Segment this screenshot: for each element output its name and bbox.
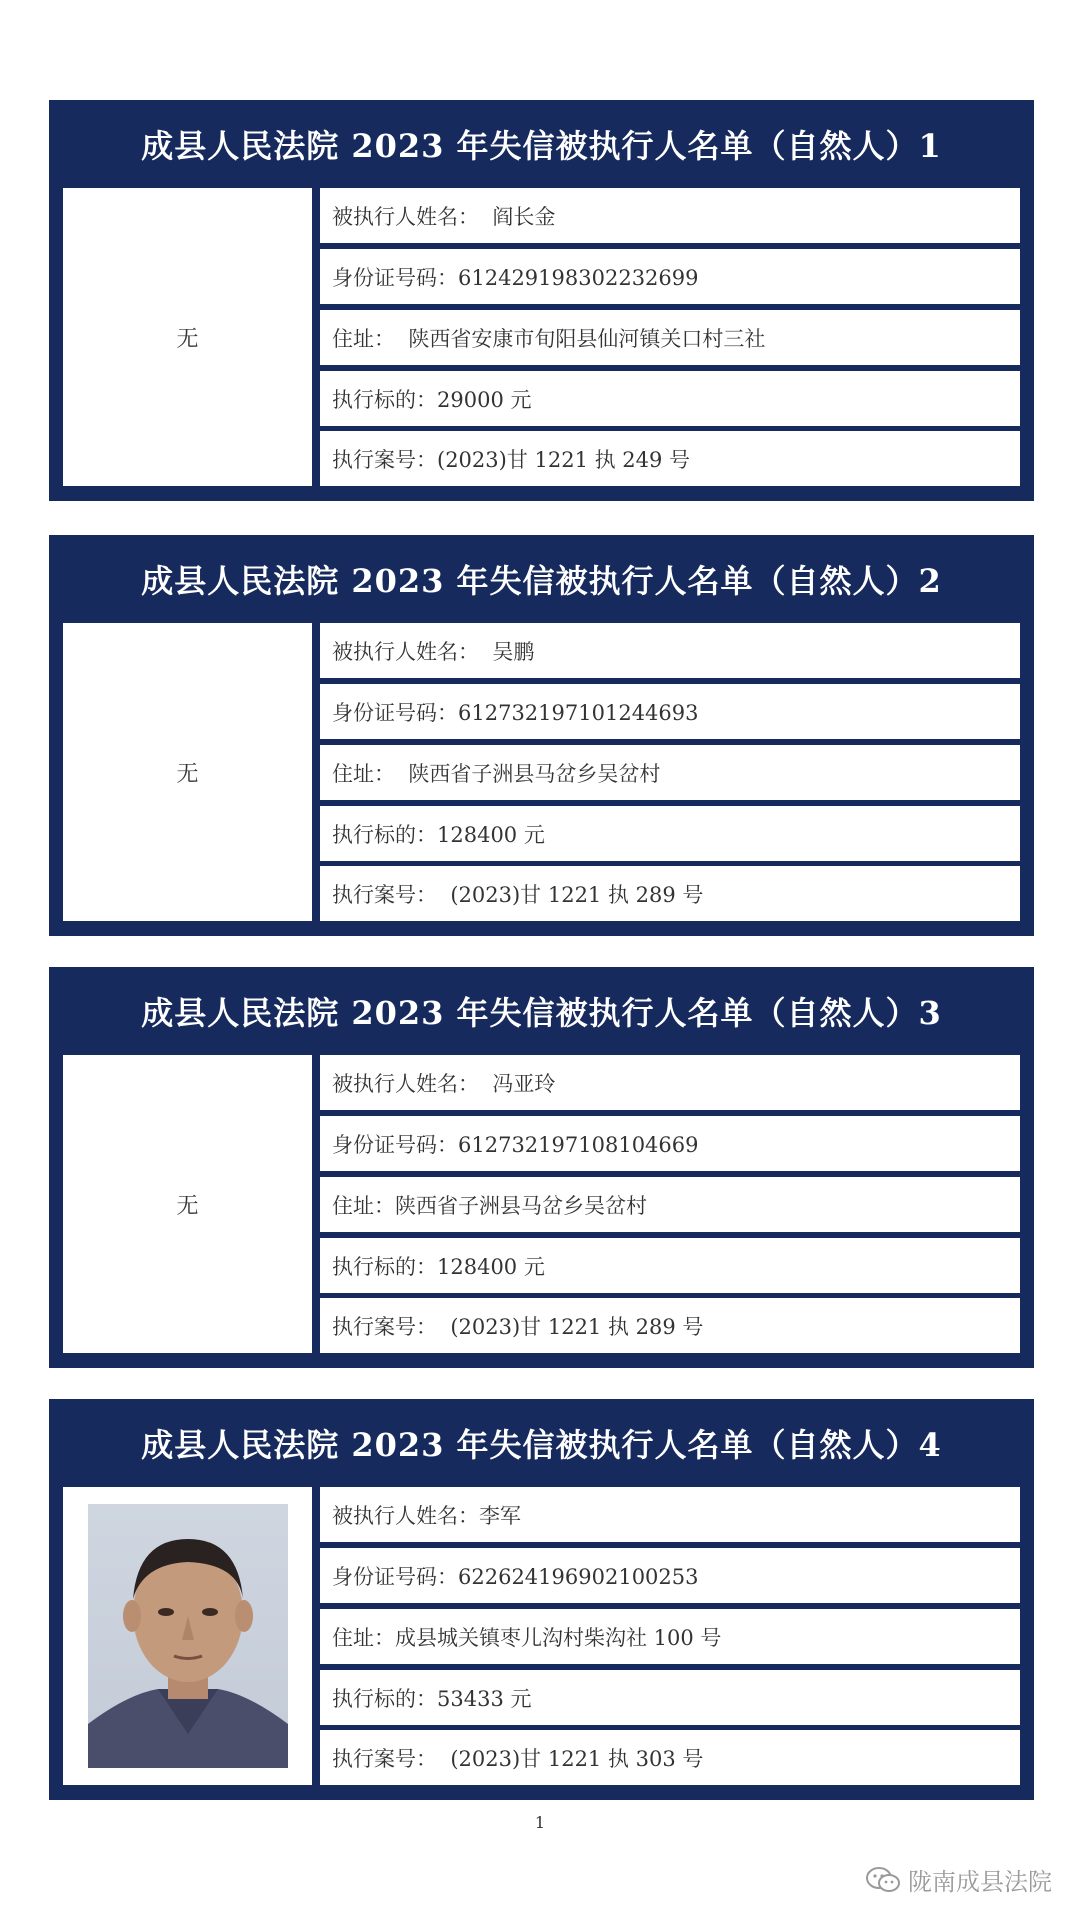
no-photo-text: 无 xyxy=(176,761,199,787)
no-photo-text: 无 xyxy=(176,326,199,352)
case-number-row: 执行案号： (2023)甘 1221 执 289 号 xyxy=(320,1298,1020,1353)
photo-cell xyxy=(63,1055,312,1353)
address-row: 住址： 陕西省安康市旬阳县仙河镇关口村三社 xyxy=(320,310,1020,365)
name-row: 被执行人姓名： 吴鹏 xyxy=(320,623,1020,678)
id-number-row: 身份证号码：612429198302232699 xyxy=(320,249,1020,304)
no-photo-text: 无 xyxy=(176,1193,199,1219)
record-card-1 xyxy=(49,100,1034,501)
photo-cell xyxy=(63,188,312,486)
record-card-4 xyxy=(49,1399,1034,1800)
id-number-row: 身份证号码：612732197101244693 xyxy=(320,684,1020,739)
portrait-photo xyxy=(88,1504,288,1768)
amount-row: 执行标的：128400 元 xyxy=(320,806,1020,861)
address-row: 住址：成县城关镇枣儿沟村柴沟社 100 号 xyxy=(320,1609,1020,1664)
page-number: 1 xyxy=(534,1813,546,1832)
record-card-3 xyxy=(49,967,1034,1368)
info-rows xyxy=(320,1487,1020,1785)
id-number-row: 身份证号码：622624196902100253 xyxy=(320,1548,1020,1603)
case-number-row: 执行案号：(2023)甘 1221 执 249 号 xyxy=(320,431,1020,486)
name-row: 被执行人姓名： 冯亚玲 xyxy=(320,1055,1020,1110)
id-number-row: 身份证号码：612732197108104669 xyxy=(320,1116,1020,1171)
case-number-row: 执行案号： (2023)甘 1221 执 289 号 xyxy=(320,866,1020,921)
amount-row: 执行标的：128400 元 xyxy=(320,1238,1020,1293)
record-card-2 xyxy=(49,535,1034,936)
watermark-text: 陇南成县法院 xyxy=(908,1868,1052,1896)
photo-cell xyxy=(63,623,312,921)
info-rows xyxy=(320,1055,1020,1353)
info-rows xyxy=(320,623,1020,921)
amount-row: 执行标的：29000 元 xyxy=(320,371,1020,426)
case-number-row: 执行案号： (2023)甘 1221 执 303 号 xyxy=(320,1730,1020,1785)
info-rows xyxy=(320,188,1020,486)
photo-cell xyxy=(63,1487,312,1785)
address-row: 住址： 陕西省子洲县马岔乡吴岔村 xyxy=(320,745,1020,800)
card-title: 成县人民法院 2023 年失信被执行人名单（自然人）1 xyxy=(141,127,942,165)
name-row: 被执行人姓名：李军 xyxy=(320,1487,1020,1542)
card-title: 成县人民法院 2023 年失信被执行人名单（自然人）4 xyxy=(141,1426,942,1464)
amount-row: 执行标的：53433 元 xyxy=(320,1670,1020,1725)
card-title: 成县人民法院 2023 年失信被执行人名单（自然人）3 xyxy=(141,994,942,1032)
person-portrait-icon xyxy=(88,1504,288,1768)
wechat-icon xyxy=(866,1866,900,1894)
address-row: 住址：陕西省子洲县马岔乡吴岔村 xyxy=(320,1177,1020,1232)
watermark xyxy=(866,1862,1052,1897)
name-row: 被执行人姓名： 阎长金 xyxy=(320,188,1020,243)
card-title: 成县人民法院 2023 年失信被执行人名单（自然人）2 xyxy=(141,562,942,600)
